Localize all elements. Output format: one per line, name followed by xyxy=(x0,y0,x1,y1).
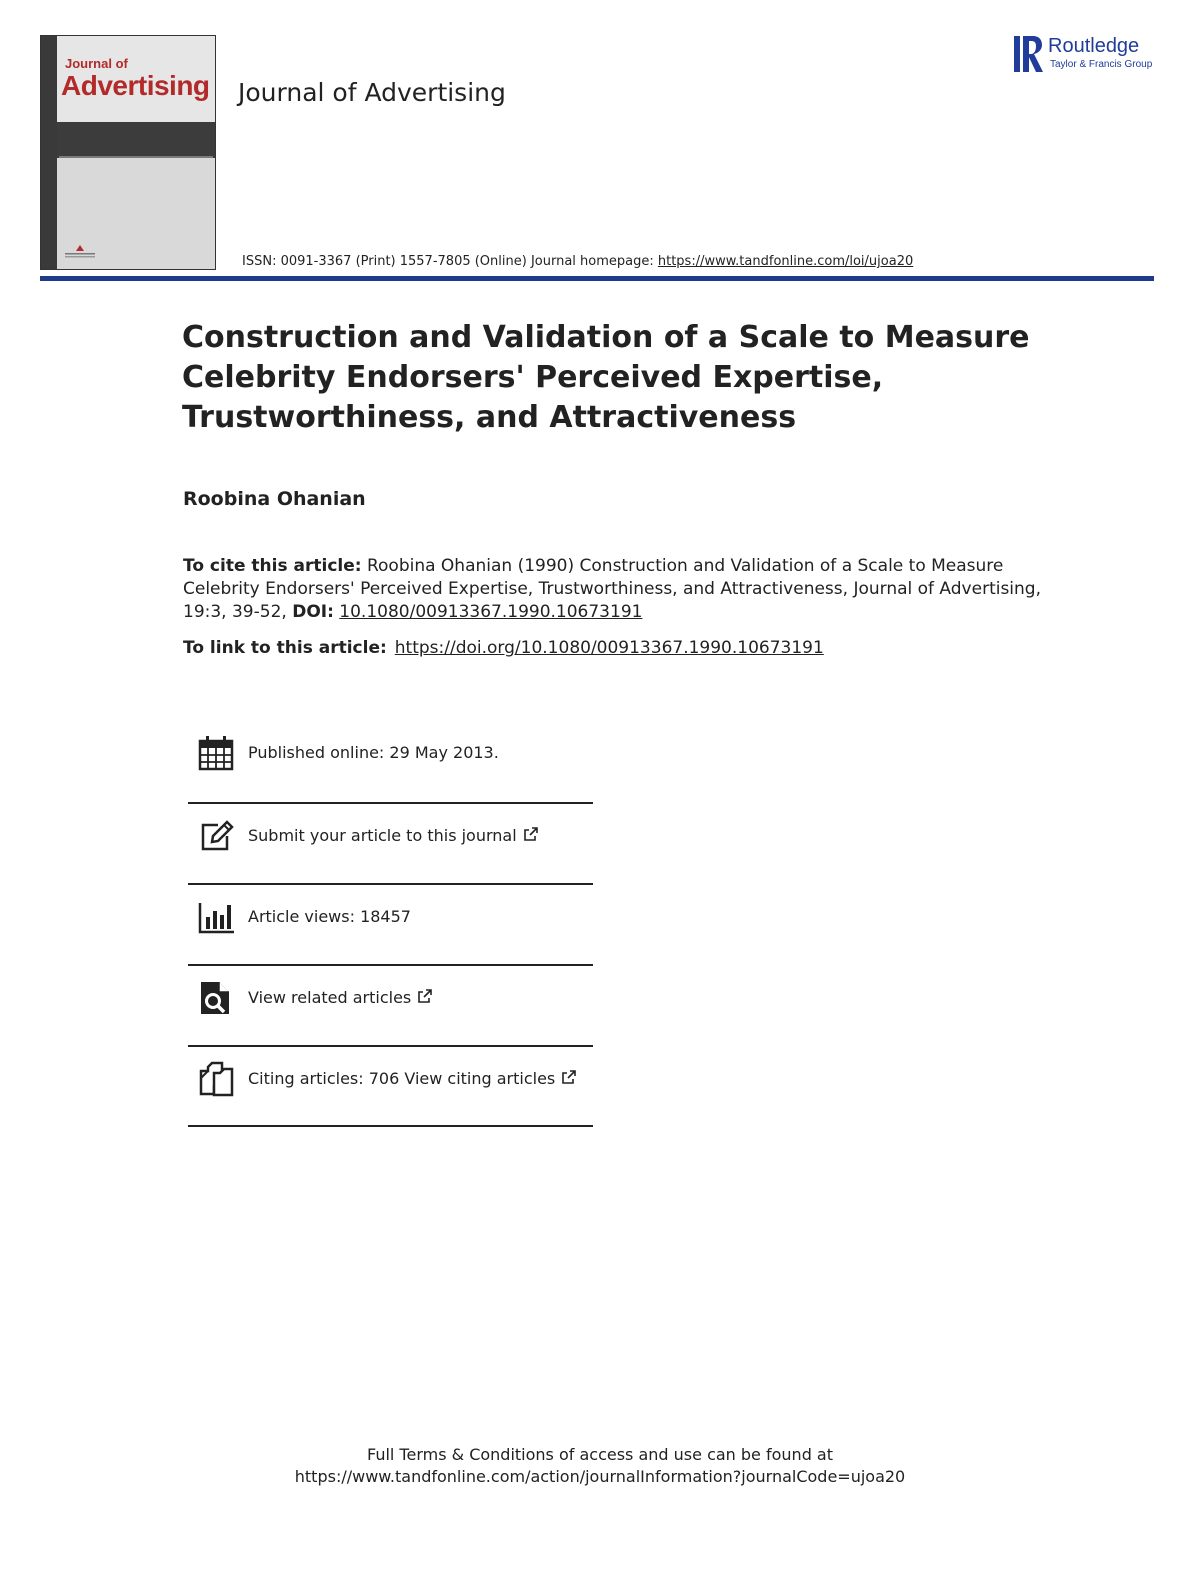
routledge-r-icon xyxy=(1014,34,1044,74)
cover-title-large: Advertising xyxy=(61,70,210,101)
info-divider xyxy=(188,964,593,966)
citation-block xyxy=(183,555,1043,624)
related-row[interactable] xyxy=(188,967,593,1048)
doi-link[interactable]: 10.1080/00913367.1990.10673191 xyxy=(339,602,643,622)
cite-label: To cite this article: xyxy=(183,556,362,576)
published-row xyxy=(188,722,593,803)
external-link-icon[interactable] xyxy=(417,988,433,1004)
header-divider xyxy=(40,276,1154,281)
article-info-list xyxy=(188,722,593,1129)
info-divider xyxy=(188,883,593,885)
info-divider xyxy=(188,802,593,804)
search-document-icon xyxy=(198,980,234,1016)
bar-chart-icon xyxy=(198,899,234,935)
citing-articles-link[interactable]: Citing articles: 706 View citing articles xyxy=(248,1069,556,1088)
cover-association-logo-icon xyxy=(63,244,97,260)
calendar-icon xyxy=(198,735,234,771)
article-title: Construction and Validation of a Scale to Measure Celebrity Endorsers' Perceived Expertise, Trustworthiness, and Attractiveness xyxy=(182,320,1030,435)
journal-cover-image xyxy=(40,35,216,270)
external-link-icon[interactable] xyxy=(561,1069,577,1085)
terms-url[interactable]: https://www.tandfonline.com/action/journalInformation?journalCode=ujoa20 xyxy=(294,1467,906,1486)
published-text: Published online: 29 May 2013. xyxy=(248,743,499,762)
article-views: Article views: 18457 xyxy=(248,907,411,926)
journal-homepage-link[interactable]: https://www.tandfonline.com/loi/ujoa20 xyxy=(657,254,914,269)
terms-text: Full Terms & Conditions of access and use can be found at xyxy=(366,1445,834,1464)
journal-title: Journal of Advertising xyxy=(238,78,506,107)
cite-text: Roobina Ohanian (1990) Construction and Validation of a Scale to Measure Celebrity Endorsers' Perceived Expertise, Trustworthiness, and Attractiveness, Journal of Advertising, 19:3, 39-52, xyxy=(183,556,1042,622)
cover-title-small: Journal of xyxy=(65,56,128,71)
external-link-icon[interactable] xyxy=(523,826,539,842)
info-divider xyxy=(188,1045,593,1047)
views-row xyxy=(188,886,593,967)
citing-row[interactable] xyxy=(188,1048,593,1129)
article-link-line xyxy=(183,638,824,658)
routledge-logo xyxy=(1014,34,1159,74)
info-divider xyxy=(188,1125,593,1127)
submit-article-link[interactable]: Submit your article to this journal xyxy=(248,826,517,845)
link-label: To link to this article: xyxy=(183,638,387,658)
edit-note-icon xyxy=(198,818,234,854)
article-doi-url[interactable]: https://doi.org/10.1080/00913367.1990.10673191 xyxy=(394,638,824,658)
related-articles-link[interactable]: View related articles xyxy=(248,988,412,1007)
article-author: Roobina Ohanian xyxy=(183,488,366,510)
issn-line xyxy=(242,254,913,269)
terms-footer xyxy=(0,1444,1200,1488)
doi-label: DOI: xyxy=(292,602,334,622)
copy-documents-icon xyxy=(198,1061,234,1097)
issn-text: ISSN: 0091-3367 (Print) 1557-7805 (Online) Journal homepage: xyxy=(242,254,658,269)
publisher-name: Routledge xyxy=(1048,35,1140,57)
submit-row[interactable] xyxy=(188,805,593,886)
publisher-subtitle: Taylor & Francis Group xyxy=(1050,59,1153,70)
